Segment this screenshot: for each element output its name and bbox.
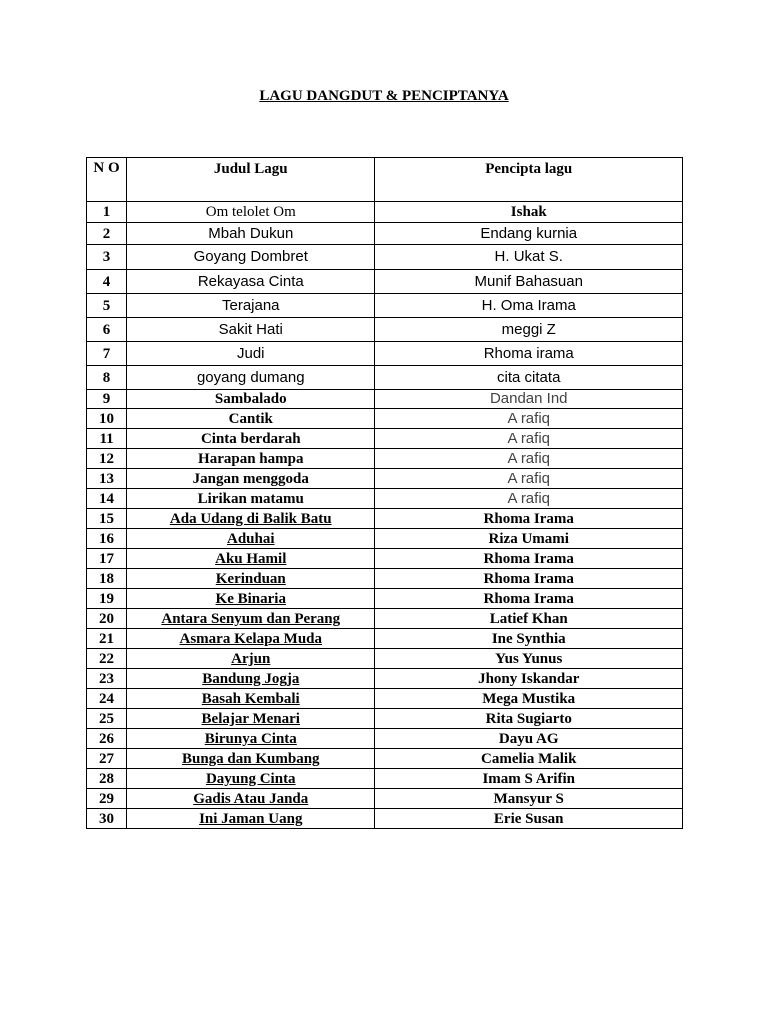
table-row bbox=[87, 669, 683, 689]
song-creator: Rhoma Irama bbox=[375, 509, 683, 529]
song-creator: Latief Khan bbox=[375, 609, 683, 629]
song-title-link[interactable]: Ini Jaman Uang bbox=[127, 809, 375, 829]
song-title: Cantik bbox=[127, 409, 375, 429]
song-creator: Mega Mustika bbox=[375, 689, 683, 709]
row-number: 14 bbox=[87, 489, 127, 509]
row-number: 12 bbox=[87, 449, 127, 469]
song-title: Mbah Dukun bbox=[127, 223, 375, 245]
song-title-link[interactable]: Belajar Menari bbox=[127, 709, 375, 729]
row-number: 17 bbox=[87, 549, 127, 569]
song-creator: Endang kurnia bbox=[375, 223, 683, 245]
song-title-link[interactable]: Aku Hamil bbox=[127, 549, 375, 569]
song-title-link[interactable]: Ke Binaria bbox=[127, 589, 375, 609]
row-number: 16 bbox=[87, 529, 127, 549]
song-creator: Ishak bbox=[375, 202, 683, 223]
table-row bbox=[87, 366, 683, 390]
row-number: 24 bbox=[87, 689, 127, 709]
table-row bbox=[87, 629, 683, 649]
song-title-link[interactable]: Birunya Cinta bbox=[127, 729, 375, 749]
song-creator: A rafiq bbox=[375, 409, 683, 429]
row-number: 9 bbox=[87, 390, 127, 409]
table-row bbox=[87, 609, 683, 629]
song-title-link[interactable]: Bandung Jogja bbox=[127, 669, 375, 689]
song-title-link[interactable]: Aduhai bbox=[127, 529, 375, 549]
song-title: goyang dumang bbox=[127, 366, 375, 390]
row-number: 7 bbox=[87, 342, 127, 366]
song-creator: Mansyur S bbox=[375, 789, 683, 809]
table-row bbox=[87, 789, 683, 809]
song-creator: Rita Sugiarto bbox=[375, 709, 683, 729]
table-row bbox=[87, 469, 683, 489]
table-row bbox=[87, 318, 683, 342]
table-row bbox=[87, 569, 683, 589]
table-row bbox=[87, 749, 683, 769]
song-title-link[interactable]: Arjun bbox=[127, 649, 375, 669]
row-number: 6 bbox=[87, 318, 127, 342]
song-title-link[interactable]: Gadis Atau Janda bbox=[127, 789, 375, 809]
row-number: 13 bbox=[87, 469, 127, 489]
page-title: LAGU DANGDUT & PENCIPTANYA bbox=[259, 88, 509, 104]
table-row bbox=[87, 809, 683, 829]
row-number: 29 bbox=[87, 789, 127, 809]
song-creator: cita citata bbox=[375, 366, 683, 390]
row-number: 8 bbox=[87, 366, 127, 390]
table-row bbox=[87, 729, 683, 749]
song-creator: Ine Synthia bbox=[375, 629, 683, 649]
song-title-link[interactable]: Dayung Cinta bbox=[127, 769, 375, 789]
table-row bbox=[87, 342, 683, 366]
song-title: Judi bbox=[127, 342, 375, 366]
song-title-link[interactable]: Antara Senyum dan Perang bbox=[127, 609, 375, 629]
song-title: Harapan hampa bbox=[127, 449, 375, 469]
song-title: Sambalado bbox=[127, 390, 375, 409]
song-creator: Rhoma Irama bbox=[375, 549, 683, 569]
song-title-link[interactable]: Ada Udang di Balik Batu bbox=[127, 509, 375, 529]
row-number: 22 bbox=[87, 649, 127, 669]
song-title: Lirikan matamu bbox=[127, 489, 375, 509]
song-title: Cinta berdarah bbox=[127, 429, 375, 449]
row-number: 19 bbox=[87, 589, 127, 609]
header-no: N O bbox=[87, 158, 127, 202]
song-title: Rekayasa Cinta bbox=[127, 270, 375, 294]
row-number: 27 bbox=[87, 749, 127, 769]
row-number: 21 bbox=[87, 629, 127, 649]
song-creator: Riza Umami bbox=[375, 529, 683, 549]
table-row bbox=[87, 409, 683, 429]
table-row bbox=[87, 649, 683, 669]
song-title: Goyang Dombret bbox=[127, 245, 375, 270]
row-number: 10 bbox=[87, 409, 127, 429]
row-number: 25 bbox=[87, 709, 127, 729]
song-creator: Erie Susan bbox=[375, 809, 683, 829]
song-creator: A rafiq bbox=[375, 469, 683, 489]
table-row bbox=[87, 529, 683, 549]
song-creator: Yus Yunus bbox=[375, 649, 683, 669]
table-row bbox=[87, 390, 683, 409]
table-row bbox=[87, 429, 683, 449]
song-title: Sakit Hati bbox=[127, 318, 375, 342]
row-number: 20 bbox=[87, 609, 127, 629]
table-row bbox=[87, 223, 683, 245]
song-creator: H. Ukat S. bbox=[375, 245, 683, 270]
table-row bbox=[87, 245, 683, 270]
row-number: 1 bbox=[87, 202, 127, 223]
table-row bbox=[87, 270, 683, 294]
row-number: 3 bbox=[87, 245, 127, 270]
song-creator: Jhony Iskandar bbox=[375, 669, 683, 689]
song-title: Terajana bbox=[127, 294, 375, 318]
table-row bbox=[87, 689, 683, 709]
song-creator: Dandan Ind bbox=[375, 390, 683, 409]
row-number: 23 bbox=[87, 669, 127, 689]
song-title: Om telolet Om bbox=[127, 202, 375, 223]
song-creator: Rhoma Irama bbox=[375, 589, 683, 609]
song-creator: Imam S Arifin bbox=[375, 769, 683, 789]
header-title: Judul Lagu bbox=[127, 158, 375, 202]
song-creator: Munif Bahasuan bbox=[375, 270, 683, 294]
song-creator: A rafiq bbox=[375, 429, 683, 449]
table-row bbox=[87, 202, 683, 223]
song-creator: Dayu AG bbox=[375, 729, 683, 749]
song-creator: Rhoma irama bbox=[375, 342, 683, 366]
row-number: 11 bbox=[87, 429, 127, 449]
song-title-link[interactable]: Kerinduan bbox=[127, 569, 375, 589]
row-number: 15 bbox=[87, 509, 127, 529]
table-row bbox=[87, 589, 683, 609]
table-header-row bbox=[87, 158, 683, 202]
song-title-link[interactable]: Asmara Kelapa Muda bbox=[127, 629, 375, 649]
song-title-link[interactable]: Basah Kembali bbox=[127, 689, 375, 709]
table-row bbox=[87, 769, 683, 789]
header-creator: Pencipta lagu bbox=[375, 158, 683, 202]
song-creator: Camelia Malik bbox=[375, 749, 683, 769]
row-number: 18 bbox=[87, 569, 127, 589]
row-number: 5 bbox=[87, 294, 127, 318]
song-creator: A rafiq bbox=[375, 489, 683, 509]
song-creator: meggi Z bbox=[375, 318, 683, 342]
row-number: 4 bbox=[87, 270, 127, 294]
row-number: 30 bbox=[87, 809, 127, 829]
table-row bbox=[87, 294, 683, 318]
songs-table bbox=[86, 157, 683, 829]
song-creator: H. Oma Irama bbox=[375, 294, 683, 318]
table-row bbox=[87, 509, 683, 529]
song-creator: Rhoma Irama bbox=[375, 569, 683, 589]
table-row bbox=[87, 489, 683, 509]
table-row bbox=[87, 449, 683, 469]
songs-table-body bbox=[87, 158, 683, 829]
song-creator: A rafiq bbox=[375, 449, 683, 469]
row-number: 28 bbox=[87, 769, 127, 789]
row-number: 2 bbox=[87, 223, 127, 245]
row-number: 26 bbox=[87, 729, 127, 749]
song-title-link[interactable]: Bunga dan Kumbang bbox=[127, 749, 375, 769]
song-title: Jangan menggoda bbox=[127, 469, 375, 489]
table-row bbox=[87, 549, 683, 569]
table-row bbox=[87, 709, 683, 729]
